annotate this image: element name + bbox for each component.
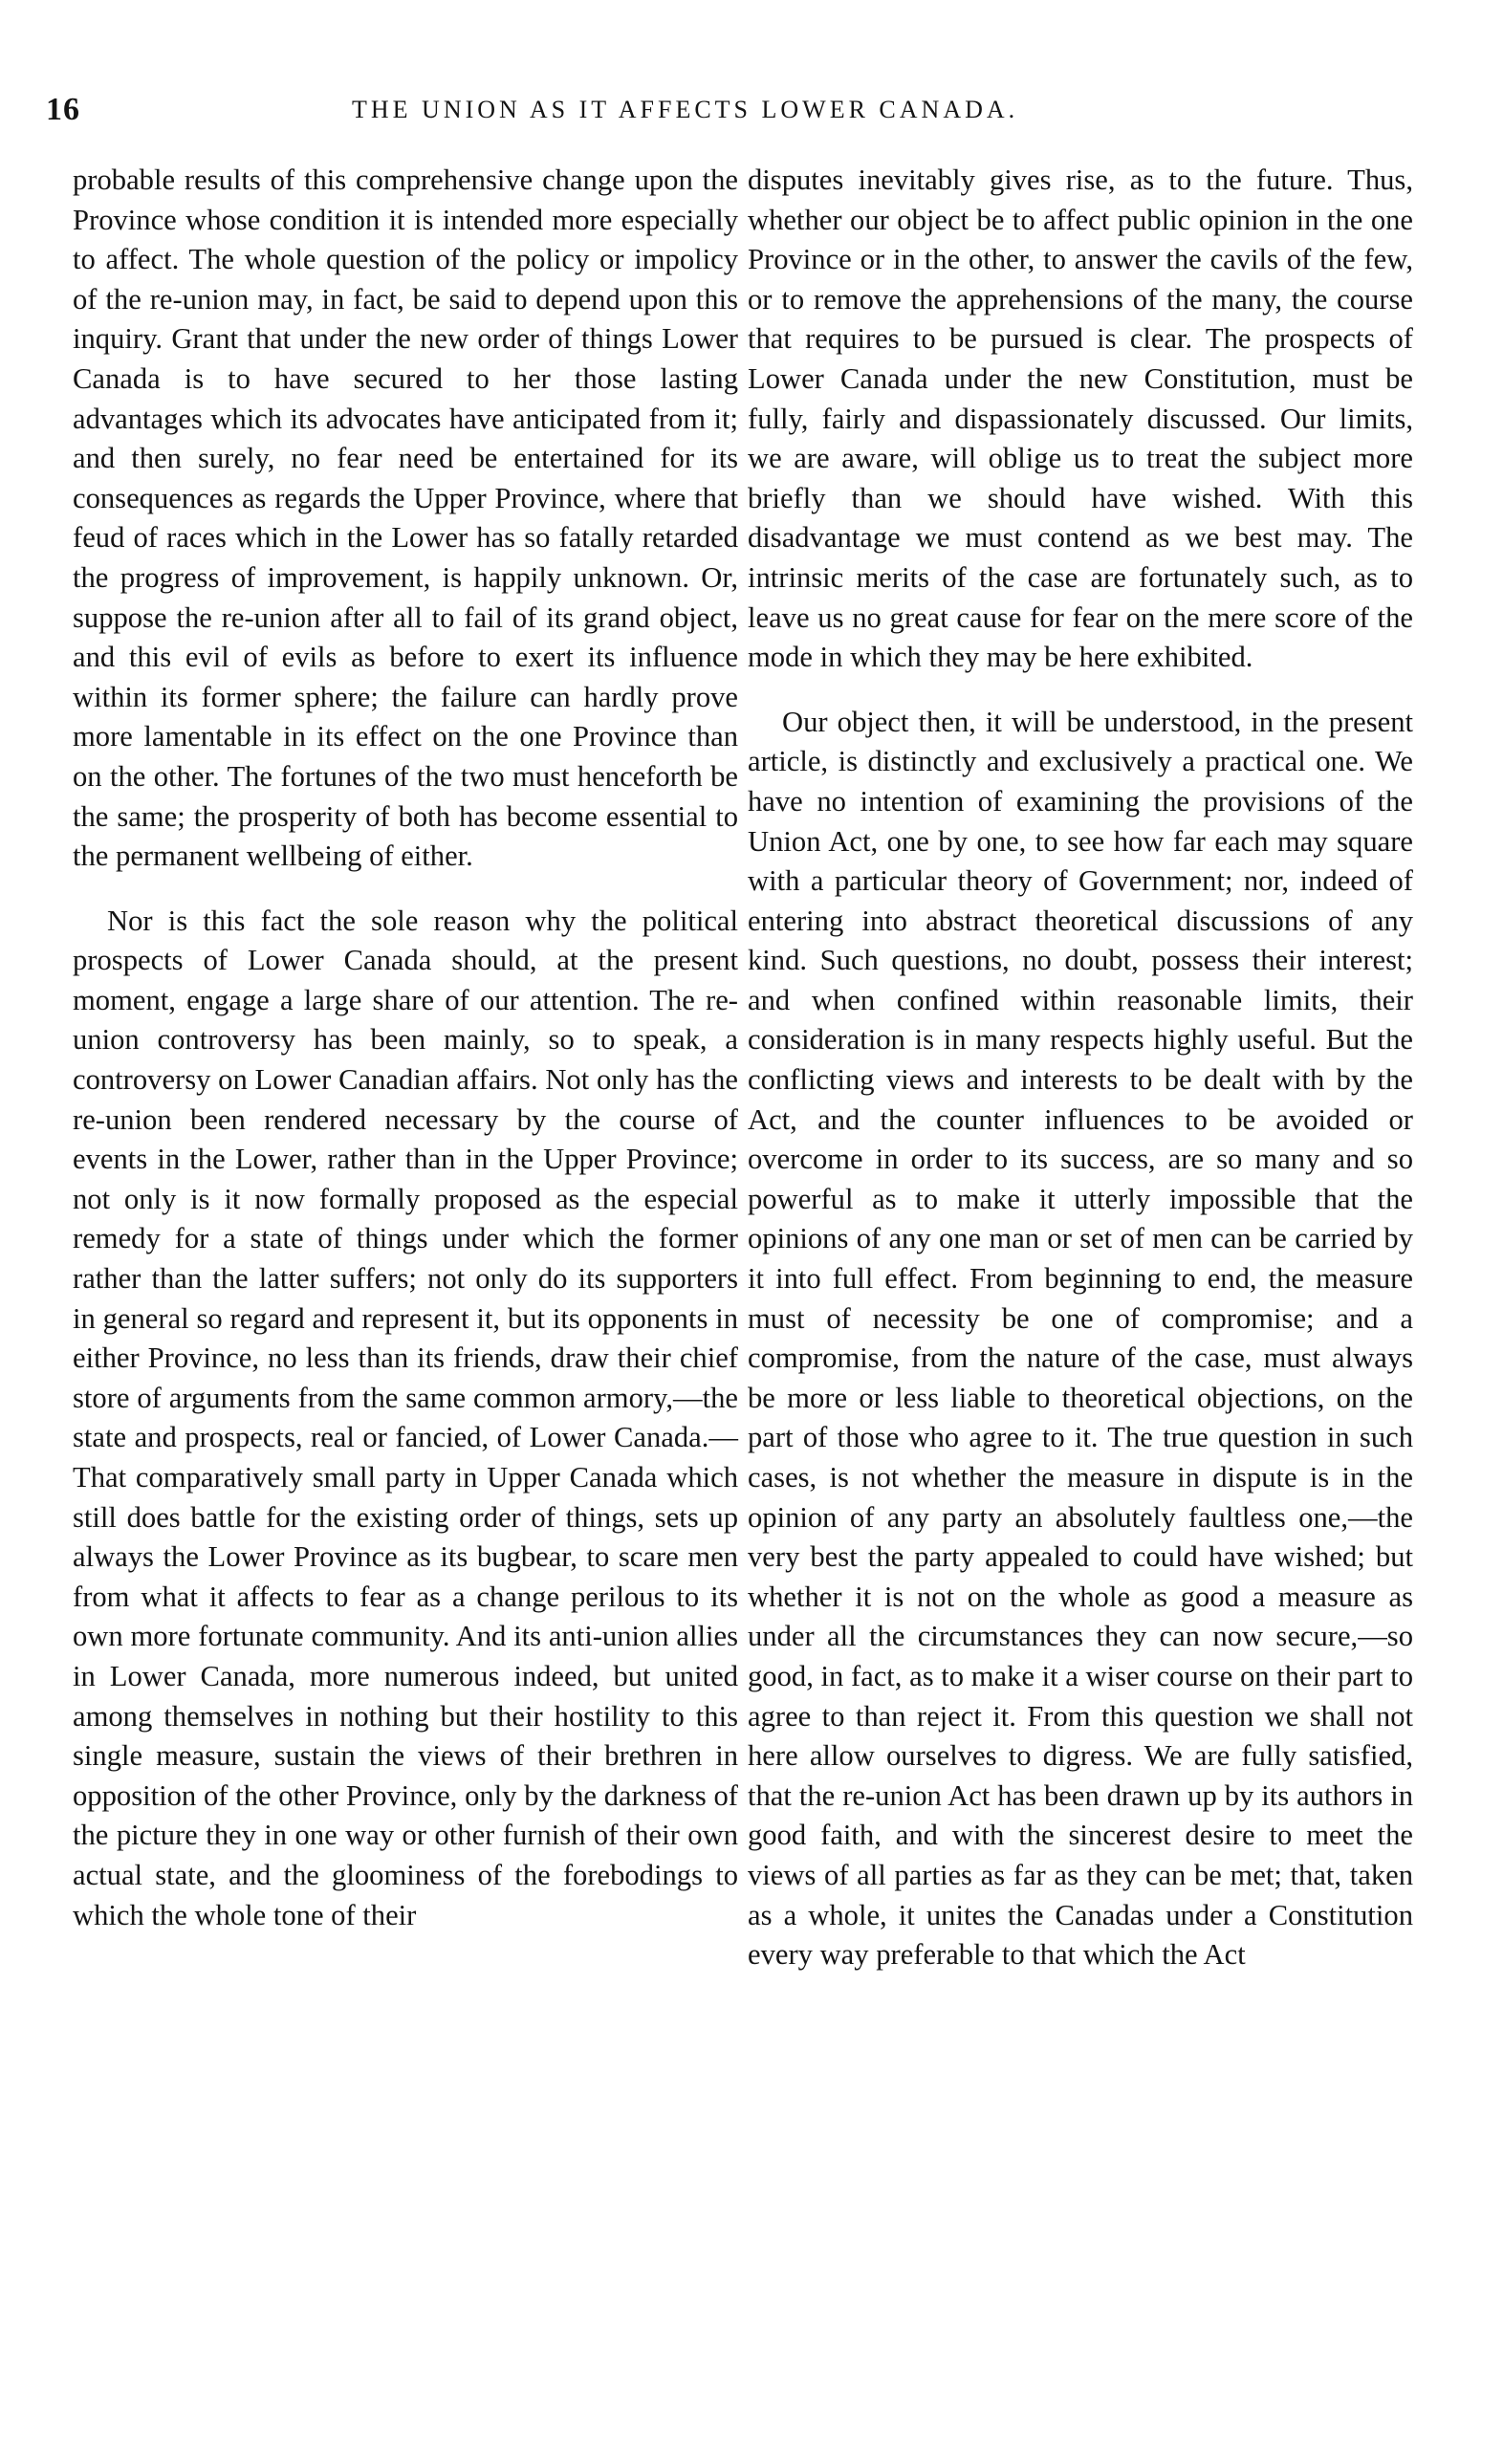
paragraph: probable results of this comprehensive change upon the Province whose condition it is intended more especially to affect. The whole question of the policy or impolicy of the re-union may, in fact, be said to depend upon this inquiry. Grant that under the new order of things Lower Canada is to have secured to her those lasting advantages which its advocates have anticipated from it; and then surely, no fear need be entertained for its consequences as regards the Upper Province, where that feud of races which in the Lower has so fatally retarded the progress of improvement, is happily unknown. Or, suppose the re-union after all to fail of its grand object, and this evil of evils as before to exert its influence within its former sphere; the failure can hardly prove more lamentable in its effect on the one Province than on the other. The fortunes of the two must henceforth be the same; the prosperity of both has become essential to the permanent wellbeing of either. <box>73 164 738 873</box>
right-column <box>748 161 1413 1975</box>
page-number: 16 <box>46 92 80 127</box>
page-header <box>46 92 1404 130</box>
running-title: THE UNION AS IT AFFECTS LOWER CANADA. <box>352 96 1019 123</box>
paragraph: disputes inevitably gives rise, as to the future. Thus, whether our object be to affect public opinion in the one Province or in the other, to answer the cavils of the few, or to remove the apprehensions of the many, the course that requires to be pursued is clear. The prospects of Lower Canada under the new Constitution, must be fully, fairly and dispassionately discussed. Our limits, we are aware, will oblige us to treat the subject more briefly than we should have wished. With this disadvantage we must contend as we best may. The intrinsic merits of the case are fortunately such, as to leave us no great cause for fear on the mere score of the mode in which they may be here exhibited. <box>748 164 1413 674</box>
paragraph: Our object then, it will be understood, in the present article, is distinctly and exclusively a practical one. We have no intention of examining the provisions of the Union Act, one by one, to see how far each may square with a particular theory of Government; nor, indeed of entering into abstract theoretical discussions of any kind. Such questions, no doubt, possess their interest; and when confined within reasonable limits, their consideration is in many respects highly useful. But the conflicting views and interests to be dealt with by the Act, and the counter influences to be avoided or overcome in order to its success, are so many and so powerful as to make it utterly impossible that the opinions of any one man or set of men can be carried by it into full effect. From beginning to end, the measure must of necessity be one of compromise; and a compromise, from the nature of the case, must always be more or less liable to theoretical objections, on the part of those who agree to it. The true question in such cases, is not whether the measure in dispute is in the opinion of any party an absolutely faultless one,—the very best the party appealed to could have wished; but whether it is not on the whole as good a measure as under all the circumstances they can now secure,—so good, in fact, as to make it a wiser course on their part to agree to than reject it. From this question we shall not here allow ourselves to digress. We are fully satisfied, that the re-union Act has been drawn up by its authors in good faith, and with the sincerest desire to meet the views of all parties as far as they can be met; that, taken as a whole, it unites the Canadas under a Constitution every way preferable to that which the Act <box>748 705 1413 1972</box>
left-column <box>73 161 738 1935</box>
paragraph: Nor is this fact the sole reason why the political prospects of Lower Canada should, at the present moment, engage a large share of our attention. The re-union controversy has been mainly, so to speak, a controversy on Lower Canadian affairs. Not only has the re-union been rendered necessary by the course of events in the Lower, rather than in the Upper Province; not only is it now formally proposed as the especial remedy for a state of things under which the former rather than the latter suffers; not only do its supporters in general so regard and represent it, but its opponents in either Province, no less than its friends, draw their chief store of arguments from the same common armory,—the state and prospects, real or fancied, of Lower Canada.— That comparatively small party in Upper Canada which still does battle for the existing order of things, sets up always the Lower Province as its bugbear, to scare men from what it affects to fear as a change perilous to its own more fortunate community. And its anti-union allies in Lower Canada, more numerous indeed, but united among themselves in nothing but their hostility to this single measure, sustain the views of their brethren in opposition of the other Province, only by the darkness of the picture they in one way or other furnish of their own actual state, and the gloominess of the forebodings to which the whole tone of their <box>73 904 738 1931</box>
